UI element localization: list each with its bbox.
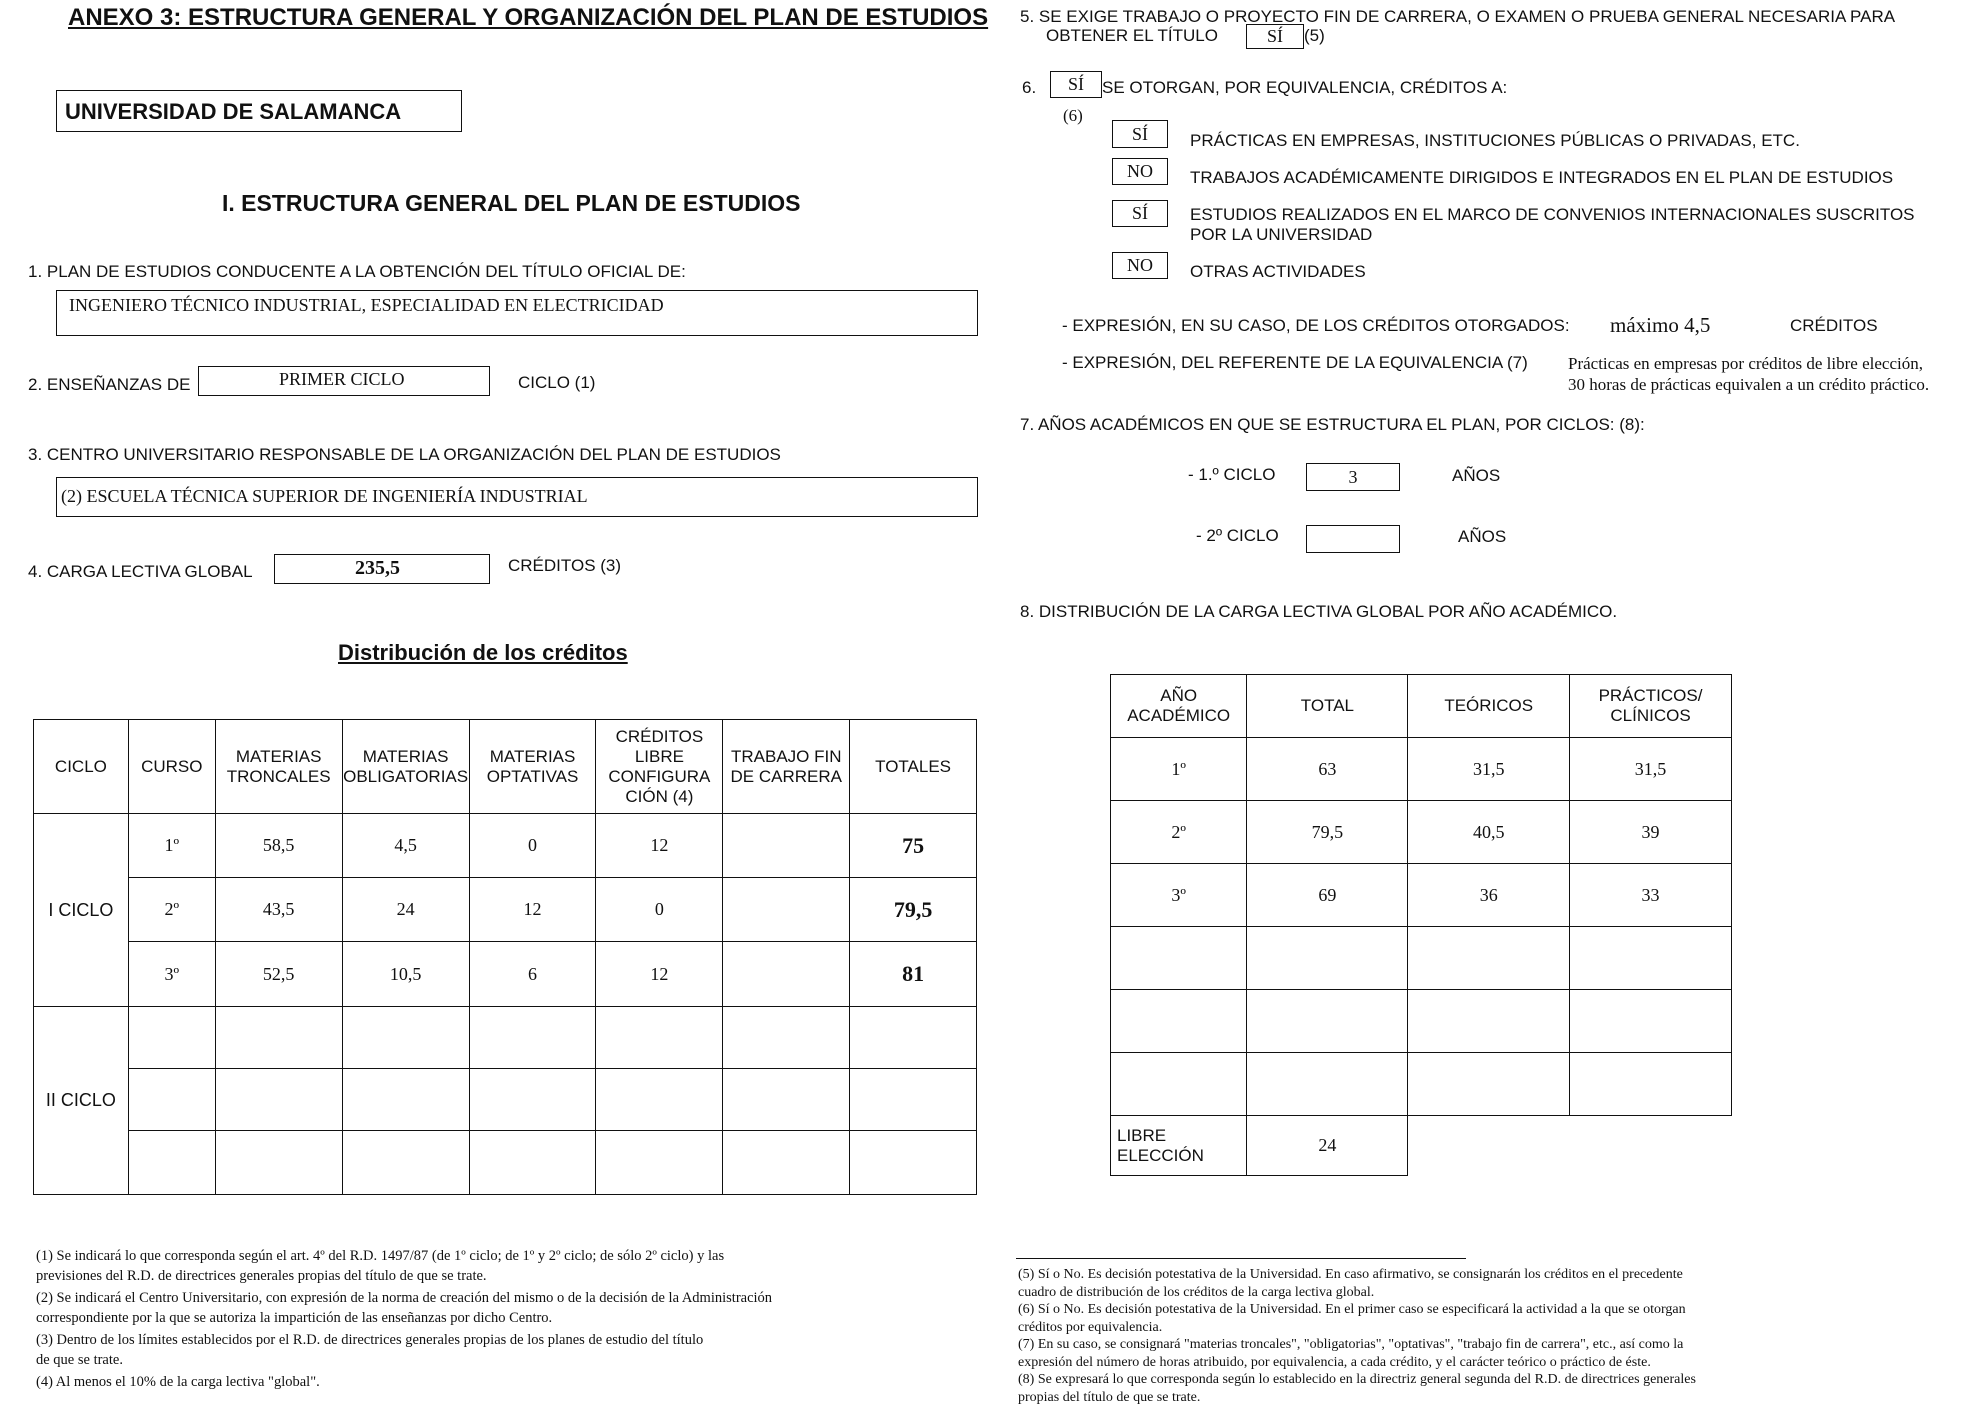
cell-libre: 12	[596, 942, 723, 1006]
q5-answer: SÍ	[1246, 24, 1304, 49]
q6-item-1-label: PRÁCTICAS EN EMPRESAS, INSTITUCIONES PÚBLICAS O PRIVADAS, ETC.	[1190, 131, 1800, 150]
q7-label: 7. AÑOS ACADÉMICOS EN QUE SE ESTRUCTURA EL PLAN, POR CICLOS: (8):	[1020, 415, 1645, 434]
cell-totales: 79,5	[850, 878, 977, 942]
q3-field	[56, 477, 978, 517]
cell-obligatorias: 24	[342, 878, 469, 942]
q4-value: 235,5	[355, 557, 400, 579]
q7-cycle1-value: 3	[1306, 463, 1400, 491]
table-row	[1111, 990, 1732, 1053]
q6-answer: SÍ	[1050, 71, 1102, 98]
cell-troncales: 58,5	[215, 814, 342, 878]
footnote-line: (8) Se expresará lo que corresponda según lo establecido en la directriz general segunda del R.D. de directrices generales	[1018, 1372, 1696, 1387]
q7-cycle1-label: - 1.º CICLO	[1188, 465, 1276, 484]
footnote-line: de que se trate.	[36, 1352, 123, 1368]
q5-note: (5)	[1304, 26, 1325, 45]
libre-eleccion-row	[1111, 1116, 1732, 1176]
table-row	[1111, 864, 1732, 927]
header-teoricos: TEÓRICOS	[1408, 675, 1570, 738]
section-title: I. ESTRUCTURA GENERAL DEL PLAN DE ESTUDIOS	[222, 190, 801, 216]
q6-item-2-label: TRABAJOS ACADÉMICAMENTE DIRIGIDOS E INTEGRADOS EN EL PLAN DE ESTUDIOS	[1190, 168, 1894, 187]
q2-value: PRIMER CICLO	[279, 369, 405, 389]
expr2-value-2: 30 horas de prácticas equivalen a un crédito práctico.	[1568, 375, 1930, 394]
cycle-1-label: I CICLO	[34, 814, 129, 1006]
expr2-value-1: Prácticas en empresas por créditos de libre elección,	[1568, 354, 1923, 373]
cell-teoricos: 36	[1408, 864, 1570, 927]
footnote-divider	[1016, 1258, 1466, 1259]
university-box	[56, 90, 462, 132]
q1-value: INGENIERO TÉCNICO INDUSTRIAL, ESPECIALIDAD EN ELECTRICIDAD	[69, 295, 664, 315]
cell-teoricos: 31,5	[1408, 738, 1570, 801]
credits-table	[33, 719, 977, 1195]
cell-practicos: 39	[1570, 801, 1732, 864]
cell-totales: 75	[850, 814, 977, 878]
q6-item-4-answer: NO	[1112, 252, 1168, 279]
footnotes-left	[36, 1246, 996, 1392]
cell-trabajo	[723, 942, 850, 1006]
q4-field	[274, 554, 490, 584]
expr1-label: - EXPRESIÓN, EN SU CASO, DE LOS CRÉDITOS OTORGADOS:	[1062, 316, 1570, 335]
q8-label: 8. DISTRIBUCIÓN DE LA CARGA LECTIVA GLOBAL POR AÑO ACADÉMICO.	[1020, 602, 1618, 621]
header-total: TOTAL	[1247, 675, 1408, 738]
q7-cycle2-unit: AÑOS	[1458, 527, 1507, 546]
table-row	[34, 878, 977, 942]
q6-label: SE OTORGAN, POR EQUIVALENCIA, CRÉDITOS A:	[1102, 78, 1508, 97]
q7-cycle2-label: - 2º CICLO	[1196, 526, 1279, 545]
header-obligatorias: MATERIAS OBLIGATORIAS	[342, 720, 469, 814]
footnote-line: créditos por equivalencia.	[1018, 1319, 1163, 1335]
header-optativas: MATERIAS OPTATIVAS	[469, 720, 596, 814]
cell-optativas: 6	[469, 942, 596, 1006]
header-ciclo: CICLO	[34, 720, 129, 814]
cell-curso: 2º	[128, 878, 215, 942]
cell-total: 79,5	[1247, 801, 1408, 864]
q6-item-3-label: ESTUDIOS REALIZADOS EN EL MARCO DE CONVENIOS INTERNACIONALES SUSCRITOS	[1190, 205, 1915, 224]
q6-number: 6.	[1022, 78, 1037, 97]
cell-optativas: 12	[469, 878, 596, 942]
q6-item-3-label2: POR LA UNIVERSIDAD	[1190, 225, 1373, 244]
expr2-label: - EXPRESIÓN, DEL REFERENTE DE LA EQUIVALENCIA (7)	[1062, 353, 1528, 372]
footnote-line: cuadro de distribución de los créditos de la carga lectiva global.	[1018, 1284, 1375, 1300]
cell-year: 3º	[1111, 864, 1247, 927]
cell-curso: 1º	[128, 814, 215, 878]
year-distribution-table	[1110, 674, 1732, 1176]
university-name: UNIVERSIDAD DE SALAMANCA	[65, 99, 402, 124]
footnotes-right	[1018, 1266, 1968, 1406]
table-row	[34, 814, 977, 878]
q6-item-1-answer: SÍ	[1112, 120, 1168, 148]
q5-line2: OBTENER EL TÍTULO	[1046, 26, 1218, 45]
table-row	[1111, 927, 1732, 990]
table-row	[34, 942, 977, 1006]
q2-suffix: CICLO (1)	[518, 373, 596, 392]
header-curso: CURSO	[128, 720, 215, 814]
footnote-line: (2) Se indicará el Centro Universitario, con expresión de la norma de creación del mismo o de la decisión de la Administración	[36, 1290, 773, 1306]
cell-obligatorias: 10,5	[342, 942, 469, 1006]
q4-label: 4. CARGA LECTIVA GLOBAL	[28, 562, 253, 581]
libre-eleccion-value: 24	[1247, 1116, 1408, 1176]
expr1-unit: CRÉDITOS	[1790, 316, 1878, 335]
table-row	[1111, 801, 1732, 864]
header-totales: TOTALES	[850, 720, 977, 814]
header-libre: CRÉDITOS LIBRE CONFIGURA CIÓN (4)	[596, 720, 723, 814]
table-row	[34, 1130, 977, 1194]
cell-teoricos: 40,5	[1408, 801, 1570, 864]
cell-total: 63	[1247, 738, 1408, 801]
q2-field	[198, 366, 490, 396]
table-row	[34, 1068, 977, 1130]
cell-obligatorias: 4,5	[342, 814, 469, 878]
cell-troncales: 43,5	[215, 878, 342, 942]
cell-trabajo	[723, 814, 850, 878]
table-row	[1111, 738, 1732, 801]
header-year: AÑO ACADÉMICO	[1111, 675, 1247, 738]
cell-year: 1º	[1111, 738, 1247, 801]
footnote-line: (6) Sí o No. Es decisión potestativa de la Universidad. En el primer caso se especificará la actividad a la que se otorgan	[1018, 1302, 1686, 1317]
footnote-line: (1) Se indicará lo que corresponda según el art. 4º del R.D. 1497/87 (de 1º ciclo; de 1º y 2º ciclo; de sólo 2º ciclo) y las	[36, 1248, 725, 1264]
header-practicos: PRÁCTICOS/ CLÍNICOS	[1570, 675, 1732, 738]
cell-troncales: 52,5	[215, 942, 342, 1006]
cell-libre: 0	[596, 878, 723, 942]
q7-cycle2-value	[1306, 525, 1400, 553]
q6-item-3-answer: SÍ	[1112, 200, 1168, 227]
q6-item-2-answer: NO	[1112, 158, 1168, 185]
cell-trabajo	[723, 878, 850, 942]
footnote-line: expresión del número de horas atribuido, por equivalencia, a cada crédito, y el carácter teórico o práctico de éste.	[1018, 1354, 1651, 1370]
footnote-line: (5) Sí o No. Es decisión potestativa de la Universidad. En caso afirmativo, se consignarán los créditos en el precedente	[1018, 1267, 1683, 1282]
libre-eleccion-label: LIBRE ELECCIÓN	[1111, 1116, 1247, 1176]
annex-title: ANEXO 3: ESTRUCTURA GENERAL Y ORGANIZACIÓN DEL PLAN DE ESTUDIOS	[68, 4, 989, 31]
q3-value: (2) ESCUELA TÉCNICA SUPERIOR DE INGENIERÍA INDUSTRIAL	[61, 486, 588, 506]
q6-note: (6)	[1063, 106, 1083, 125]
table-row	[1111, 1053, 1732, 1116]
cell-curso: 3º	[128, 942, 215, 1006]
q5-line1: 5. SE EXIGE TRABAJO O PROYECTO FIN DE CARRERA, O EXAMEN O PRUEBA GENERAL NECESARIA PARA	[1020, 7, 1896, 26]
header-troncales: MATERIAS TRONCALES	[215, 720, 342, 814]
q3-label: 3. CENTRO UNIVERSITARIO RESPONSABLE DE LA ORGANIZACIÓN DEL PLAN DE ESTUDIOS	[28, 445, 781, 464]
q7-cycle1-unit: AÑOS	[1452, 466, 1501, 485]
footnote-line: propias del título de que se trate.	[1018, 1389, 1201, 1405]
q2-label: 2. ENSEÑANZAS DE	[28, 375, 191, 394]
cycle-2-label: II CICLO	[34, 1006, 129, 1194]
distribution-title: Distribución de los créditos	[338, 640, 628, 665]
cell-libre: 12	[596, 814, 723, 878]
footnote-line: (7) En su caso, se consignará "materias troncales", "obligatorias", "optativas", "trabajo fin de carrera", etc., así como la	[1018, 1337, 1684, 1352]
cell-year: 2º	[1111, 801, 1247, 864]
cell-totales: 81	[850, 942, 977, 1006]
q6-item-4-label: OTRAS ACTIVIDADES	[1190, 262, 1366, 281]
cell-practicos: 33	[1570, 864, 1732, 927]
cell-total: 69	[1247, 864, 1408, 927]
footnote-line: (3) Dentro de los límites establecidos por el R.D. de directrices generales propias de los planes de estudio del título	[36, 1332, 704, 1348]
footnote-line: (4) Al menos el 10% de la carga lectiva "global".	[36, 1374, 320, 1390]
expr1-value: máximo 4,5	[1610, 313, 1711, 337]
cell-practicos: 31,5	[1570, 738, 1732, 801]
cell-optativas: 0	[469, 814, 596, 878]
q1-label: 1. PLAN DE ESTUDIOS CONDUCENTE A LA OBTENCIÓN DEL TÍTULO OFICIAL DE:	[28, 262, 686, 281]
q1-field	[56, 290, 978, 336]
footnote-line: correspondiente por la que se autoriza la impartición de las enseñanzas por dicho Centro.	[36, 1310, 553, 1326]
header-trabajo: TRABAJO FIN DE CARRERA	[723, 720, 850, 814]
q4-suffix: CRÉDITOS (3)	[508, 556, 622, 575]
footnote-line: previsiones del R.D. de directrices generales propias del título de que se trate.	[36, 1268, 487, 1284]
table-row	[34, 1006, 977, 1068]
